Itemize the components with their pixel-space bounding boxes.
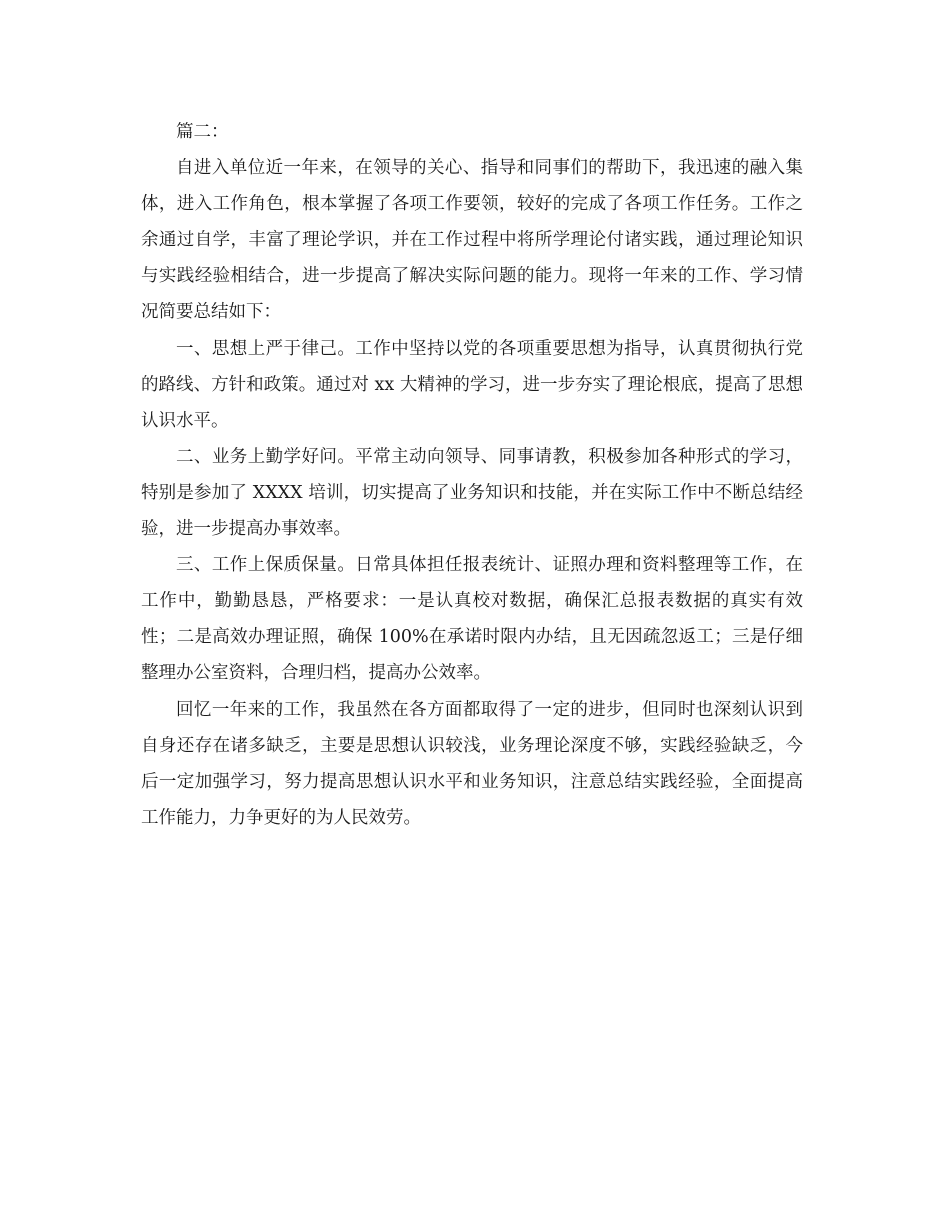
paragraph-ideology: 一、思想上严于律己。工作中坚持以党的各项重要思想为指导，认真贯彻执行党的路线、方针和政策。通过对 xx 大精神的学习，进一步夯实了理论根底，提高了思想认识水平。 bbox=[141, 338, 803, 431]
document-body bbox=[141, 114, 803, 836]
section-heading: 篇二： bbox=[176, 122, 229, 142]
paragraph-business: 二、业务上勤学好问。平常主动向领导、同事请教，积极参加各种形式的学习，特别是参加了 XXXX 培训，切实提高了业务知识和技能，并在实际工作中不断总结经验，进一步提高办事效率。 bbox=[141, 446, 803, 540]
paragraph-intro: 自进入单位近一年来，在领导的关心、指导和同事们的帮助下，我迅速的融入集体，进入工作角色，根本掌握了各项工作要领，较好的完成了各项工作任务。工作之余通过自学，丰富了理论学识，并在工作过程中将所学理论付诸实践，通过理论知识与实践经验相结合，进一步提高了解决实际问题的能力。现将一年来的工作、学习情况简要总结如下： bbox=[141, 158, 803, 323]
paragraph-reflection: 回忆一年来的工作，我虽然在各方面都取得了一定的进步，但同时也深刻认识到自身还存在诸多缺乏，主要是思想认识较浅，业务理论深度不够，实践经验缺乏，今后一定加强学习，努力提高思想认识水平和业务知识，注意总结实践经验，全面提高工作能力，力争更好的为人民效劳。 bbox=[141, 699, 803, 828]
paragraph-work-quality: 三、工作上保质保量。日常具体担任报表统计、证照办理和资料整理等工作，在工作中，勤勤恳恳，严格要求：一是认真校对数据，确保汇总报表数据的真实有效性；二是高效办理证照，确保 100%在承诺时限内办结，且无因疏忽返工；三是仔细整理办公室资料，合理归档，提高办公效率。 bbox=[141, 555, 803, 684]
